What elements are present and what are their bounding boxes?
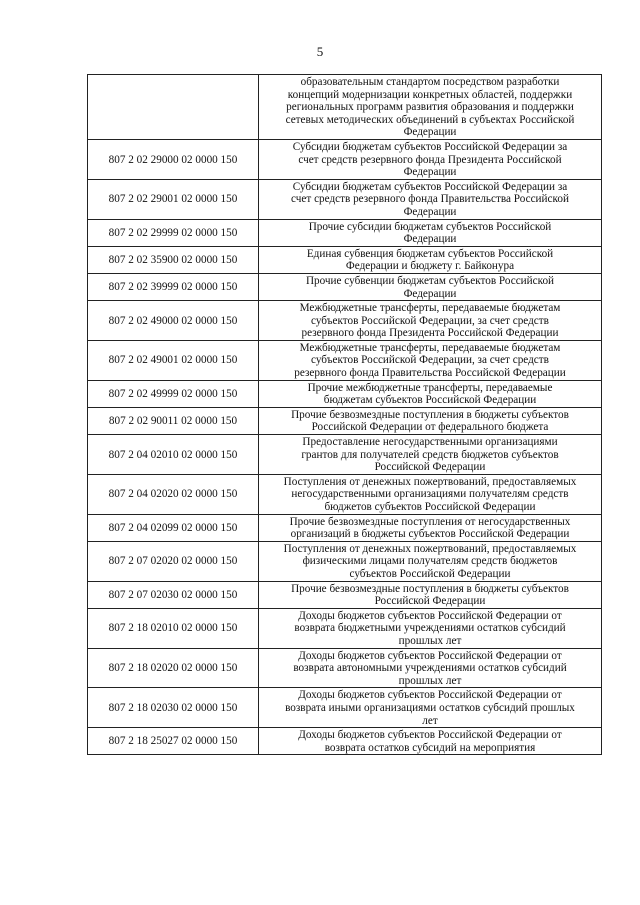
table-body — [88, 75, 602, 755]
income-name-line: субъектов Российской Федерации, за счет средств — [311, 314, 549, 327]
income-name-line: Единая субвенция бюджетам субъектов Российской — [306, 247, 554, 260]
income-name-line: сетевых методических объединений в субъектах Российской — [285, 113, 575, 126]
budget-code-cell: 807 2 02 49001 02 0000 150 — [88, 340, 259, 380]
income-name-line: Российской Федерации — [374, 461, 486, 474]
income-name-cell — [259, 380, 602, 407]
income-name-line: прошлых лет — [398, 674, 462, 687]
income-name-cell — [259, 435, 602, 475]
income-name-line: Межбюджетные трансферты, передаваемые бюджетам — [299, 302, 561, 315]
income-name-line: физическими лицами получателям средств бюджетов — [302, 555, 558, 568]
table-row — [88, 273, 602, 300]
income-name-line: Поступления от денежных пожертвований, предоставляемых — [283, 542, 577, 555]
income-name-cell — [259, 581, 602, 608]
income-name-line: Межбюджетные трансферты, передаваемые бюджетам — [299, 341, 561, 354]
income-name-line: бюджетам субъектов Российской Федерации — [323, 394, 537, 407]
budget-code-cell: 807 2 02 29999 02 0000 150 — [88, 219, 259, 246]
budget-code-cell: 807 2 02 90011 02 0000 150 — [88, 407, 259, 434]
income-name-cell — [259, 728, 602, 755]
income-name-line: Прочие субсидии бюджетам субъектов Российской — [308, 220, 552, 233]
income-name-line: Федерации — [403, 205, 457, 218]
income-name-line: Федерации и бюджету г. Байконура — [345, 260, 515, 273]
income-name-line: бюджетов субъектов Российской Федерации — [324, 501, 536, 513]
income-name-line: Доходы бюджетов субъектов Российской Федерации от — [298, 729, 562, 742]
table-row — [88, 435, 602, 475]
income-name-line: Российской Федерации — [374, 595, 486, 608]
budget-code-cell: 807 2 02 49999 02 0000 150 — [88, 380, 259, 407]
income-name-line: Прочие безвозмездные поступления от негосударственных — [289, 515, 571, 528]
budget-code-cell: 807 2 02 49000 02 0000 150 — [88, 301, 259, 341]
page-number: 5 — [316, 44, 324, 59]
income-name-cell — [259, 407, 602, 434]
income-name-cell — [259, 648, 602, 688]
income-name-line: Федерации — [403, 233, 457, 246]
table-row — [88, 407, 602, 434]
income-name-line: Доходы бюджетов субъектов Российской Федерации от — [298, 649, 562, 662]
budget-codes-table — [87, 74, 602, 755]
budget-code-cell: 807 2 02 35900 02 0000 150 — [88, 246, 259, 273]
budget-code-cell — [88, 75, 259, 140]
income-name-line: Российской Федерации от федерального бюджета — [311, 421, 549, 434]
income-name-line: Субсидии бюджетам субъектов Российской Федерации за — [292, 180, 568, 193]
income-name-line: грантов для получателей средств бюджетов субъектов — [301, 448, 559, 461]
income-name-line: Предоставление негосударственными организациями — [302, 436, 558, 449]
income-name-line: Поступления от денежных пожертвований, предоставляемых — [283, 475, 577, 488]
income-name-cell — [259, 246, 602, 273]
income-name-cell — [259, 474, 602, 514]
budget-code-cell: 807 2 18 02030 02 0000 150 — [88, 688, 259, 728]
income-name-cell — [259, 514, 602, 541]
budget-code-cell: 807 2 02 39999 02 0000 150 — [88, 273, 259, 300]
budget-code-cell: 807 2 07 02020 02 0000 150 — [88, 541, 259, 581]
table-row — [88, 514, 602, 541]
income-name-line: субъектов Российской Федерации — [349, 567, 511, 580]
income-name-line: Прочие межбюджетные трансферты, передаваемые — [307, 381, 553, 394]
table-row — [88, 75, 602, 140]
income-name-line: Доходы бюджетов субъектов Российской Федерации от — [298, 689, 562, 702]
table-row — [88, 728, 602, 755]
budget-code-cell: 807 2 04 02099 02 0000 150 — [88, 514, 259, 541]
income-name-cell — [259, 541, 602, 581]
table-row — [88, 219, 602, 246]
income-name-line: субъектов Российской Федерации, за счет средств — [311, 354, 549, 367]
income-name-cell — [259, 219, 602, 246]
income-name-line: негосударственными организациями получателям средств — [291, 488, 569, 501]
income-name-line: образовательным стандартом посредством разработки — [300, 76, 560, 88]
income-name-line: возврата остатков субсидий на мероприятия — [324, 741, 536, 754]
income-name-line: Федерации — [403, 166, 457, 179]
budget-code-cell: 807 2 04 02010 02 0000 150 — [88, 435, 259, 475]
income-name-line: Субсидии бюджетам субъектов Российской Федерации за — [292, 140, 568, 153]
income-name-cell — [259, 608, 602, 648]
income-name-line: резервного фонда Президента Российской Федерации — [301, 327, 559, 340]
income-name-line: прошлых лет — [398, 634, 462, 647]
income-name-cell — [259, 688, 602, 728]
income-name-line: счет средств резервного фонда Президента Российской — [298, 153, 562, 166]
income-name-line: Доходы бюджетов субъектов Российской Федерации от — [298, 609, 562, 622]
table-row — [88, 474, 602, 514]
income-name-line: Федерации — [403, 287, 457, 300]
income-name-line: Прочие безвозмездные поступления в бюджеты субъектов — [291, 408, 569, 421]
income-name-line: возврата автономными учреждениями остатков субсидий — [293, 662, 567, 675]
table-row — [88, 301, 602, 341]
income-name-line: Прочие безвозмездные поступления в бюджеты субъектов — [291, 582, 569, 595]
table-row — [88, 581, 602, 608]
table-row — [88, 608, 602, 648]
table-row — [88, 139, 602, 179]
table-row — [88, 648, 602, 688]
income-name-line: организаций в бюджеты субъектов Российской Федерации — [290, 528, 570, 541]
income-name-line: возврата бюджетными учреждениями остатков субсидий — [294, 622, 566, 635]
budget-code-cell: 807 2 18 02020 02 0000 150 — [88, 648, 259, 688]
income-name-cell — [259, 301, 602, 341]
income-name-cell — [259, 340, 602, 380]
budget-code-cell: 807 2 02 29001 02 0000 150 — [88, 179, 259, 219]
budget-code-cell: 807 2 18 02010 02 0000 150 — [88, 608, 259, 648]
budget-code-cell: 807 2 18 25027 02 0000 150 — [88, 728, 259, 755]
income-name-line: счет средств резервного фонда Правительства Российской — [291, 193, 569, 206]
table-row — [88, 541, 602, 581]
income-name-line: региональных программ развития образования и поддержки — [286, 101, 574, 114]
table-row — [88, 179, 602, 219]
budget-code-cell: 807 2 07 02030 02 0000 150 — [88, 581, 259, 608]
income-name-cell — [259, 139, 602, 179]
income-name-cell — [259, 179, 602, 219]
table-row — [88, 380, 602, 407]
income-name-cell — [259, 75, 602, 140]
income-name-line: концепций модернизации конкретных областей, поддержки — [287, 88, 573, 101]
table-row — [88, 340, 602, 380]
income-name-line: лет — [422, 714, 438, 727]
income-name-line: возврата иными организациями остатков субсидий прошлых — [285, 701, 575, 714]
budget-code-cell: 807 2 02 29000 02 0000 150 — [88, 139, 259, 179]
income-name-line: резервного фонда Правительства Российской Федерации — [294, 367, 566, 380]
table-row — [88, 688, 602, 728]
table-row — [88, 246, 602, 273]
income-name-line: Федерации — [403, 126, 457, 139]
income-name-cell — [259, 273, 602, 300]
budget-code-cell: 807 2 04 02020 02 0000 150 — [88, 474, 259, 514]
income-name-line: Прочие субвенции бюджетам субъектов Российской — [305, 274, 555, 287]
